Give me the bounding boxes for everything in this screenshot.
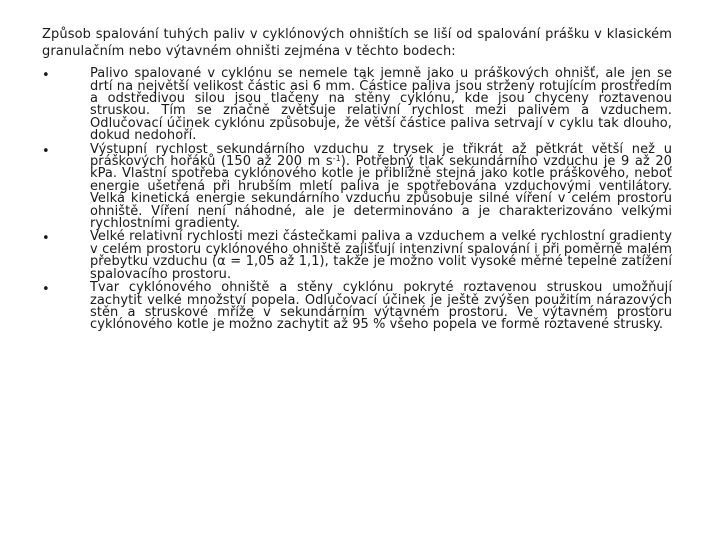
bullet-dot-icon: • — [42, 68, 50, 84]
intro-paragraph: Způsob spalování tuhých paliv v cyklónových ohništích se liší od spalování prášku v klasickém granulačním nebo výtavném ohništi zejména v těchto bodech: — [42, 27, 672, 59]
list-item — [42, 68, 672, 142]
superscript: -1 — [332, 154, 341, 164]
bullet-text — [90, 141, 672, 232]
list-item — [42, 141, 672, 232]
bullet-text: Tvar cyklónového ohniště a stěny cyklónu pokryté roztavenou struskou umožňují zachytit velké množství popela. Odlučovací účinek je ještě zvýšen použitím nárazových stěn a struskové mříže v sekundárním výtavném prostoru. Ve výtavném prostoru cyklónového kotle je možno zachytit až 95 % všeho popela ve formě roztavené strusky. — [90, 280, 672, 333]
bullet-list — [42, 68, 672, 332]
bullet-text-part: ). Potřebný tlak sekundárního vzduchu je 9 až 20 kPa. Vlastní spotřeba cyklónového kotle je přibližně stejná jako kotle práškového, neboť energie ušetřená při hrubším mletí paliva je spotřebována vzduchovými ventilátory. Velká kinetická energie sekundárního vzduchu způsobuje silné víření v celém prostoru ohniště. Víření není náhodné, ale je determinováno a je charakterizováno velkými rychlostními gradienty. — [90, 154, 672, 232]
document-body — [42, 27, 672, 332]
bullet-text: Velké relativní rychlosti mezi částečkami paliva a vzduchem a velké rychlostní gradienty v celém prostoru cyklónového ohniště zajišťují intenzivní spalování i při poměrně malém přebytku vzduchu (α = 1,05 až 1,1), takže je možno volit vysoké měrné tepelné zatížení spalovacího prostoru. — [90, 229, 672, 282]
bullet-dot-icon: • — [42, 143, 50, 159]
bullet-text-part: Výstupní rychlost sekundárního vzduchu z trysek je třikrát až pětkrát větší než u práškových hořáků (150 až 200 m s — [90, 141, 672, 170]
bullet-text: Palivo spalované v cyklónu se nemele tak jemně jako u práškových ohnišť, ale jen se drtí na největší velikost částic asi 6 mm. Částice paliva jsou strženy rotujícím prostředím a odstředivou silou jsou tlačeny na stěny cyklónu, kde jsou chyceny roztavenou struskou. Tím se značně zvětšuje relativní rychlost mezi palivem a vzduchem. Odlučovací účinek cyklónu způsobuje, že větší částice paliva setrvají v cyklu tak dlouho, dokud nedohoří. — [90, 66, 672, 144]
bullet-dot-icon: • — [42, 282, 50, 298]
list-item — [42, 282, 672, 332]
bullet-dot-icon: • — [42, 231, 50, 247]
list-item — [42, 231, 672, 281]
